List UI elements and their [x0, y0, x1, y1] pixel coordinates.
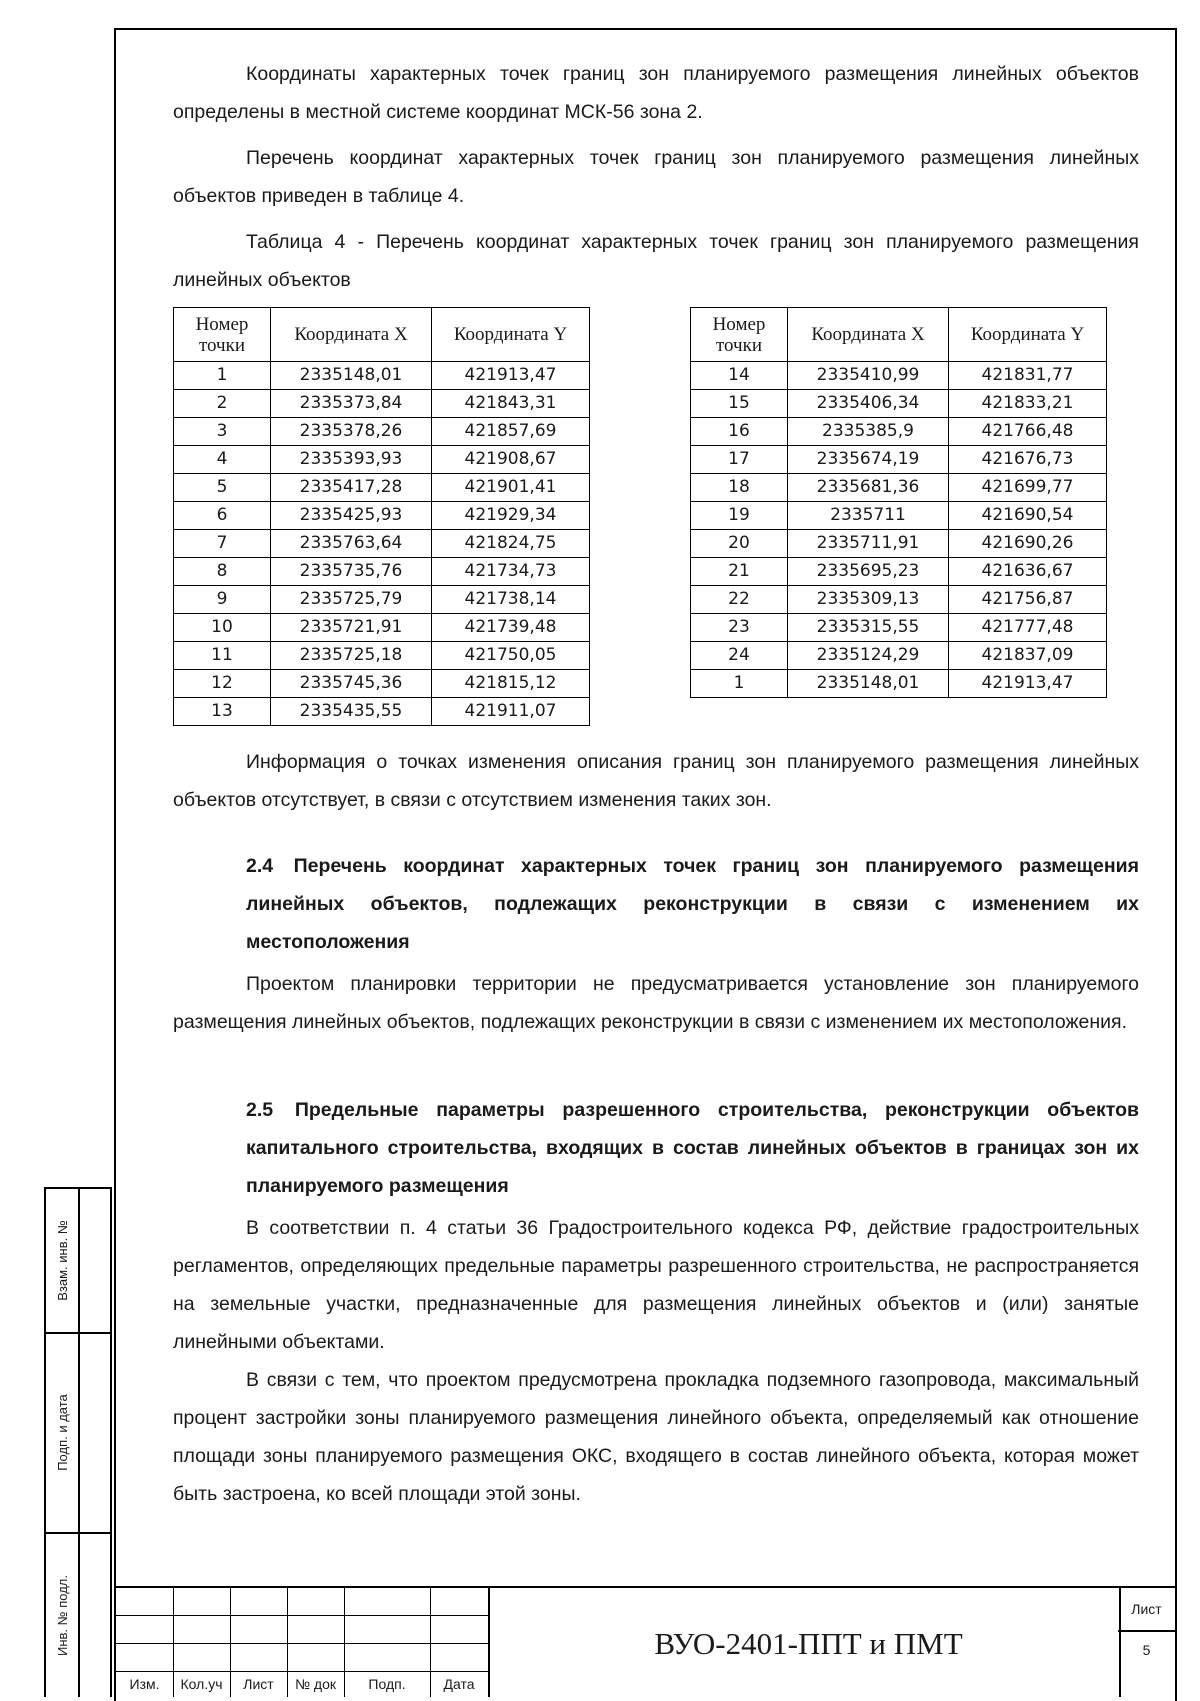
- cell-coordinate-y: 421831,77: [949, 362, 1107, 390]
- cell-point-number: 20: [691, 530, 788, 558]
- cell-coordinate-y: 421690,26: [949, 530, 1107, 558]
- coordinates-table-left: [173, 307, 590, 726]
- header-coordinate-y: Координата Y: [949, 308, 1107, 362]
- cell-coordinate-x: 2335385,9: [788, 418, 949, 446]
- table-row: [691, 642, 1107, 670]
- table-row: [174, 586, 590, 614]
- cell-point-number: 14: [691, 362, 788, 390]
- cell-point-number: 16: [691, 418, 788, 446]
- header-coordinate-x: Координата X: [271, 308, 432, 362]
- cell-coordinate-y: 421929,34: [432, 502, 590, 530]
- cell-coordinate-x: 2335315,55: [788, 614, 949, 642]
- section-number: 2.4: [246, 855, 274, 877]
- table-row: [691, 418, 1107, 446]
- table-row: [174, 390, 590, 418]
- cell-coordinate-y: 421738,14: [432, 586, 590, 614]
- table-row: [691, 614, 1107, 642]
- cell-point-number: 18: [691, 474, 788, 502]
- cell-coordinate-x: 2335435,55: [271, 698, 432, 726]
- table-row: [691, 474, 1107, 502]
- label-data: Дата: [443, 1676, 475, 1692]
- cell-point-number: 21: [691, 558, 788, 586]
- paragraph-no-changes: Информация о точках изменения описания границ зон планируемого размещения линейных объектов отсутствует, в связи с отсутствием изменения таких зон.: [173, 751, 1139, 811]
- cell-point-number: 9: [174, 586, 271, 614]
- cell-coordinate-x: 2335378,26: [271, 418, 432, 446]
- cell-point-number: 15: [691, 390, 788, 418]
- header-point-number: Номер точки: [691, 308, 788, 362]
- cell-coordinate-y: 421901,41: [432, 474, 590, 502]
- cell-point-number: 11: [174, 642, 271, 670]
- cell-point-number: 6: [174, 502, 271, 530]
- cell-coordinate-y: 421913,47: [432, 362, 590, 390]
- cell-coordinate-y: 421739,48: [432, 614, 590, 642]
- side-stamp: [44, 1187, 112, 1697]
- cell-point-number: 19: [691, 502, 788, 530]
- cell-coordinate-x: 2335725,79: [271, 586, 432, 614]
- table-row: [174, 474, 590, 502]
- cell-point-number: 8: [174, 558, 271, 586]
- cell-coordinate-y: 421913,47: [949, 670, 1107, 698]
- cell-coordinate-x: 2335721,91: [271, 614, 432, 642]
- cell-point-number: 1: [691, 670, 788, 698]
- table-row: [691, 502, 1107, 530]
- table-row: [691, 586, 1107, 614]
- header-coordinate-x: Координата X: [788, 308, 949, 362]
- label-list: Лист: [243, 1676, 274, 1692]
- cell-coordinate-y: 421824,75: [432, 530, 590, 558]
- cell-point-number: 1: [174, 362, 271, 390]
- table-row: [174, 418, 590, 446]
- table-row: [691, 362, 1107, 390]
- sheet-number: 5: [1142, 1642, 1151, 1658]
- section-heading-2-4: [246, 847, 1139, 961]
- table-body-left: [174, 362, 590, 726]
- coordinates-table-right: [690, 307, 1107, 698]
- table-row: [174, 530, 590, 558]
- cell-coordinate-y: 421734,73: [432, 558, 590, 586]
- label-izm: Изм.: [129, 1676, 160, 1692]
- section-number: 2.5: [246, 1099, 274, 1121]
- paragraph-regulations: В соответствии п. 4 статьи 36 Градостроительного кодекса РФ, действие градостроительных регламентов, определяющих предельные параметры разрешенного строительства, не распространяется на земельные участки, предназначенные для размещения линейных объектов и (или) занятые линейными объектами.: [173, 1217, 1139, 1353]
- table-row: [174, 670, 590, 698]
- cell-point-number: 2: [174, 390, 271, 418]
- cell-coordinate-y: 421750,05: [432, 642, 590, 670]
- cell-coordinate-x: 2335148,01: [271, 362, 432, 390]
- cell-coordinate-x: 2335373,84: [271, 390, 432, 418]
- cell-coordinate-y: 421857,69: [432, 418, 590, 446]
- cell-coordinate-y: 421756,87: [949, 586, 1107, 614]
- table-row: [174, 698, 590, 726]
- cell-coordinate-x: 2335393,93: [271, 446, 432, 474]
- paragraph-no-reconstruction: Проектом планировки территории не предусматривается установление зон планируемого размещения линейных объектов, подлежащих реконструкции в связи с изменением их местоположения.: [173, 973, 1139, 1033]
- section-title: Перечень координат характерных точек границ зон планируемого размещения линейных объектов, подлежащих реконструкции в связи с изменением их местоположения: [246, 855, 1139, 953]
- header-point-number: Номер точки: [174, 308, 271, 362]
- label-n-dok: № док: [295, 1676, 336, 1692]
- table-row: [174, 446, 590, 474]
- table-body-right: [691, 362, 1107, 698]
- cell-point-number: 24: [691, 642, 788, 670]
- page-content: [173, 55, 1139, 1513]
- cell-point-number: 4: [174, 446, 271, 474]
- side-label-podp-data: Подп. и дата: [54, 1393, 70, 1471]
- cell-point-number: 12: [174, 670, 271, 698]
- cell-coordinate-x: 2335711,91: [788, 530, 949, 558]
- cell-coordinate-y: 421766,48: [949, 418, 1107, 446]
- cell-coordinate-x: 2335711: [788, 502, 949, 530]
- cell-point-number: 22: [691, 586, 788, 614]
- table-row: [691, 558, 1107, 586]
- table-caption: Таблица 4 - Перечень координат характерных точек границ зон планируемого размещения линейных объектов: [173, 231, 1139, 291]
- cell-coordinate-x: 2335763,64: [271, 530, 432, 558]
- table-row: [174, 558, 590, 586]
- paragraph-coordinate-list: Перечень координат характерных точек границ зон планируемого размещения линейных объектов приведен в таблице 4.: [173, 147, 1139, 207]
- cell-coordinate-y: 421777,48: [949, 614, 1107, 642]
- header-coordinate-y: Координата Y: [432, 308, 590, 362]
- document-code: ВУО-2401-ППТ и ПМТ: [654, 1625, 963, 1661]
- table-row: [174, 502, 590, 530]
- cell-coordinate-y: 421690,54: [949, 502, 1107, 530]
- cell-coordinate-x: 2335309,13: [788, 586, 949, 614]
- title-block: [114, 1586, 1177, 1697]
- table-row: [691, 446, 1107, 474]
- cell-point-number: 3: [174, 418, 271, 446]
- paragraph-gas-pipeline: В связи с тем, что проектом предусмотрена прокладка подземного газопровода, максимальный процент застройки зоны планируемого размещения линейного объекта, определяемый как отношение площади зоны планируемого размещения ОКС, входящего в состав линейного объекта, которая может быть застроена, ко всей площади этой зоны.: [173, 1369, 1139, 1505]
- label-kol-uch: Кол.уч: [180, 1676, 223, 1692]
- cell-point-number: 13: [174, 698, 271, 726]
- paragraph-coordinate-system: Координаты характерных точек границ зон планируемого размещения линейных объектов определены в местной системе координат МСК-56 зона 2.: [173, 63, 1139, 123]
- cell-coordinate-y: 421833,21: [949, 390, 1107, 418]
- cell-point-number: 5: [174, 474, 271, 502]
- cell-coordinate-y: 421815,12: [432, 670, 590, 698]
- cell-coordinate-x: 2335148,01: [788, 670, 949, 698]
- sheet-label: Лист: [1118, 1588, 1175, 1632]
- cell-coordinate-y: 421837,09: [949, 642, 1107, 670]
- cell-coordinate-x: 2335674,19: [788, 446, 949, 474]
- cell-coordinate-x: 2335745,36: [271, 670, 432, 698]
- cell-coordinate-x: 2335695,23: [788, 558, 949, 586]
- cell-coordinate-y: 421911,07: [432, 698, 590, 726]
- cell-coordinate-y: 421699,77: [949, 474, 1107, 502]
- coordinates-tables: [173, 307, 1139, 743]
- cell-point-number: 23: [691, 614, 788, 642]
- cell-coordinate-x: 2335735,76: [271, 558, 432, 586]
- table-row: [174, 614, 590, 642]
- cell-point-number: 10: [174, 614, 271, 642]
- table-row: [174, 362, 590, 390]
- cell-coordinate-y: 421636,67: [949, 558, 1107, 586]
- cell-point-number: 7: [174, 530, 271, 558]
- cell-coordinate-x: 2335124,29: [788, 642, 949, 670]
- cell-coordinate-x: 2335681,36: [788, 474, 949, 502]
- cell-coordinate-x: 2335410,99: [788, 362, 949, 390]
- cell-coordinate-x: 2335406,34: [788, 390, 949, 418]
- table-row: [691, 530, 1107, 558]
- table-row: [691, 390, 1107, 418]
- cell-coordinate-x: 2335725,18: [271, 642, 432, 670]
- cell-point-number: 17: [691, 446, 788, 474]
- table-row: [174, 642, 590, 670]
- table-row: [691, 670, 1107, 698]
- label-podp: Подп.: [368, 1676, 406, 1692]
- cell-coordinate-y: 421908,67: [432, 446, 590, 474]
- section-title: Предельные параметры разрешенного строительства, реконструкции объектов капитального строительства, входящих в состав линейных объектов в границах зон их планируемого размещения: [246, 1099, 1139, 1197]
- side-label-inv-podl: Инв. № подл.: [54, 1575, 70, 1656]
- section-heading-2-5: [246, 1091, 1139, 1205]
- side-label-vzam-inv: Взам. инв. №: [54, 1220, 70, 1301]
- cell-coordinate-y: 421843,31: [432, 390, 590, 418]
- cell-coordinate-x: 2335425,93: [271, 502, 432, 530]
- cell-coordinate-x: 2335417,28: [271, 474, 432, 502]
- cell-coordinate-y: 421676,73: [949, 446, 1107, 474]
